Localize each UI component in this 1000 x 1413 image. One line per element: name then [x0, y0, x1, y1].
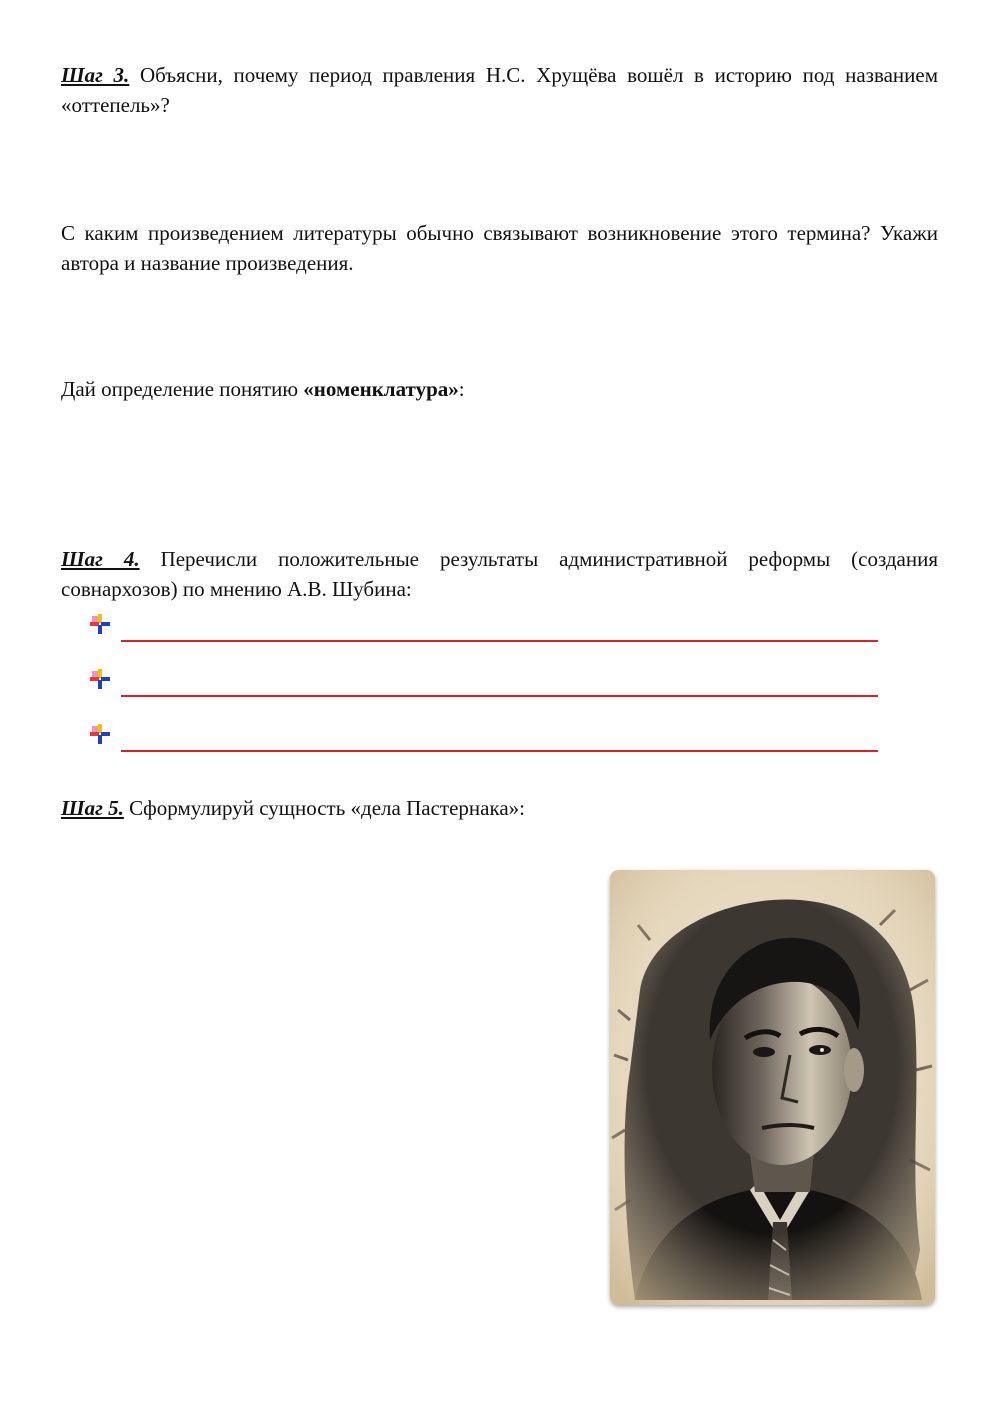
- answer-line[interactable]: [121, 750, 878, 752]
- definition-suffix: :: [458, 377, 465, 401]
- definition-term: «номенклатура»: [303, 377, 459, 401]
- step-4-label: Шаг 4.: [61, 547, 140, 571]
- step-3-label: Шаг 3.: [61, 63, 130, 87]
- step-4-paragraph: [61, 544, 938, 604]
- step-4-question: Перечисли положительные результаты административной реформы (создания совнархозов) по мнению А.В. Шубина:: [61, 547, 939, 601]
- answer-bullet-row: [88, 667, 878, 697]
- answer-bullet-row: [88, 722, 878, 752]
- step-3-question: Объясни, почему период правления Н.С. Хрущёва вошёл в историю под названием «оттепель»?: [61, 63, 939, 117]
- answer-bullet-row: [88, 612, 878, 642]
- portrait-image: [610, 870, 935, 1305]
- four-color-cross-bullet-icon: [88, 667, 112, 691]
- step-3-paragraph: [61, 60, 938, 120]
- step-5-paragraph: [61, 793, 938, 823]
- step-5-label: Шаг 5.: [61, 796, 124, 820]
- answer-line[interactable]: [121, 695, 878, 697]
- definition-prefix: Дай определение понятию: [61, 377, 304, 401]
- literature-question: С каким произведением литературы обычно связывают возникновение этого термина? Укажи автора и название произведения.: [61, 221, 938, 275]
- definition-paragraph: [61, 374, 938, 404]
- four-color-cross-bullet-icon: [88, 612, 112, 636]
- portrait-sketch: [610, 870, 935, 1305]
- step-5-question: Сформулируй сущность «дела Пастернака»:: [129, 796, 526, 820]
- answer-line[interactable]: [121, 640, 878, 642]
- four-color-cross-bullet-icon: [88, 722, 112, 746]
